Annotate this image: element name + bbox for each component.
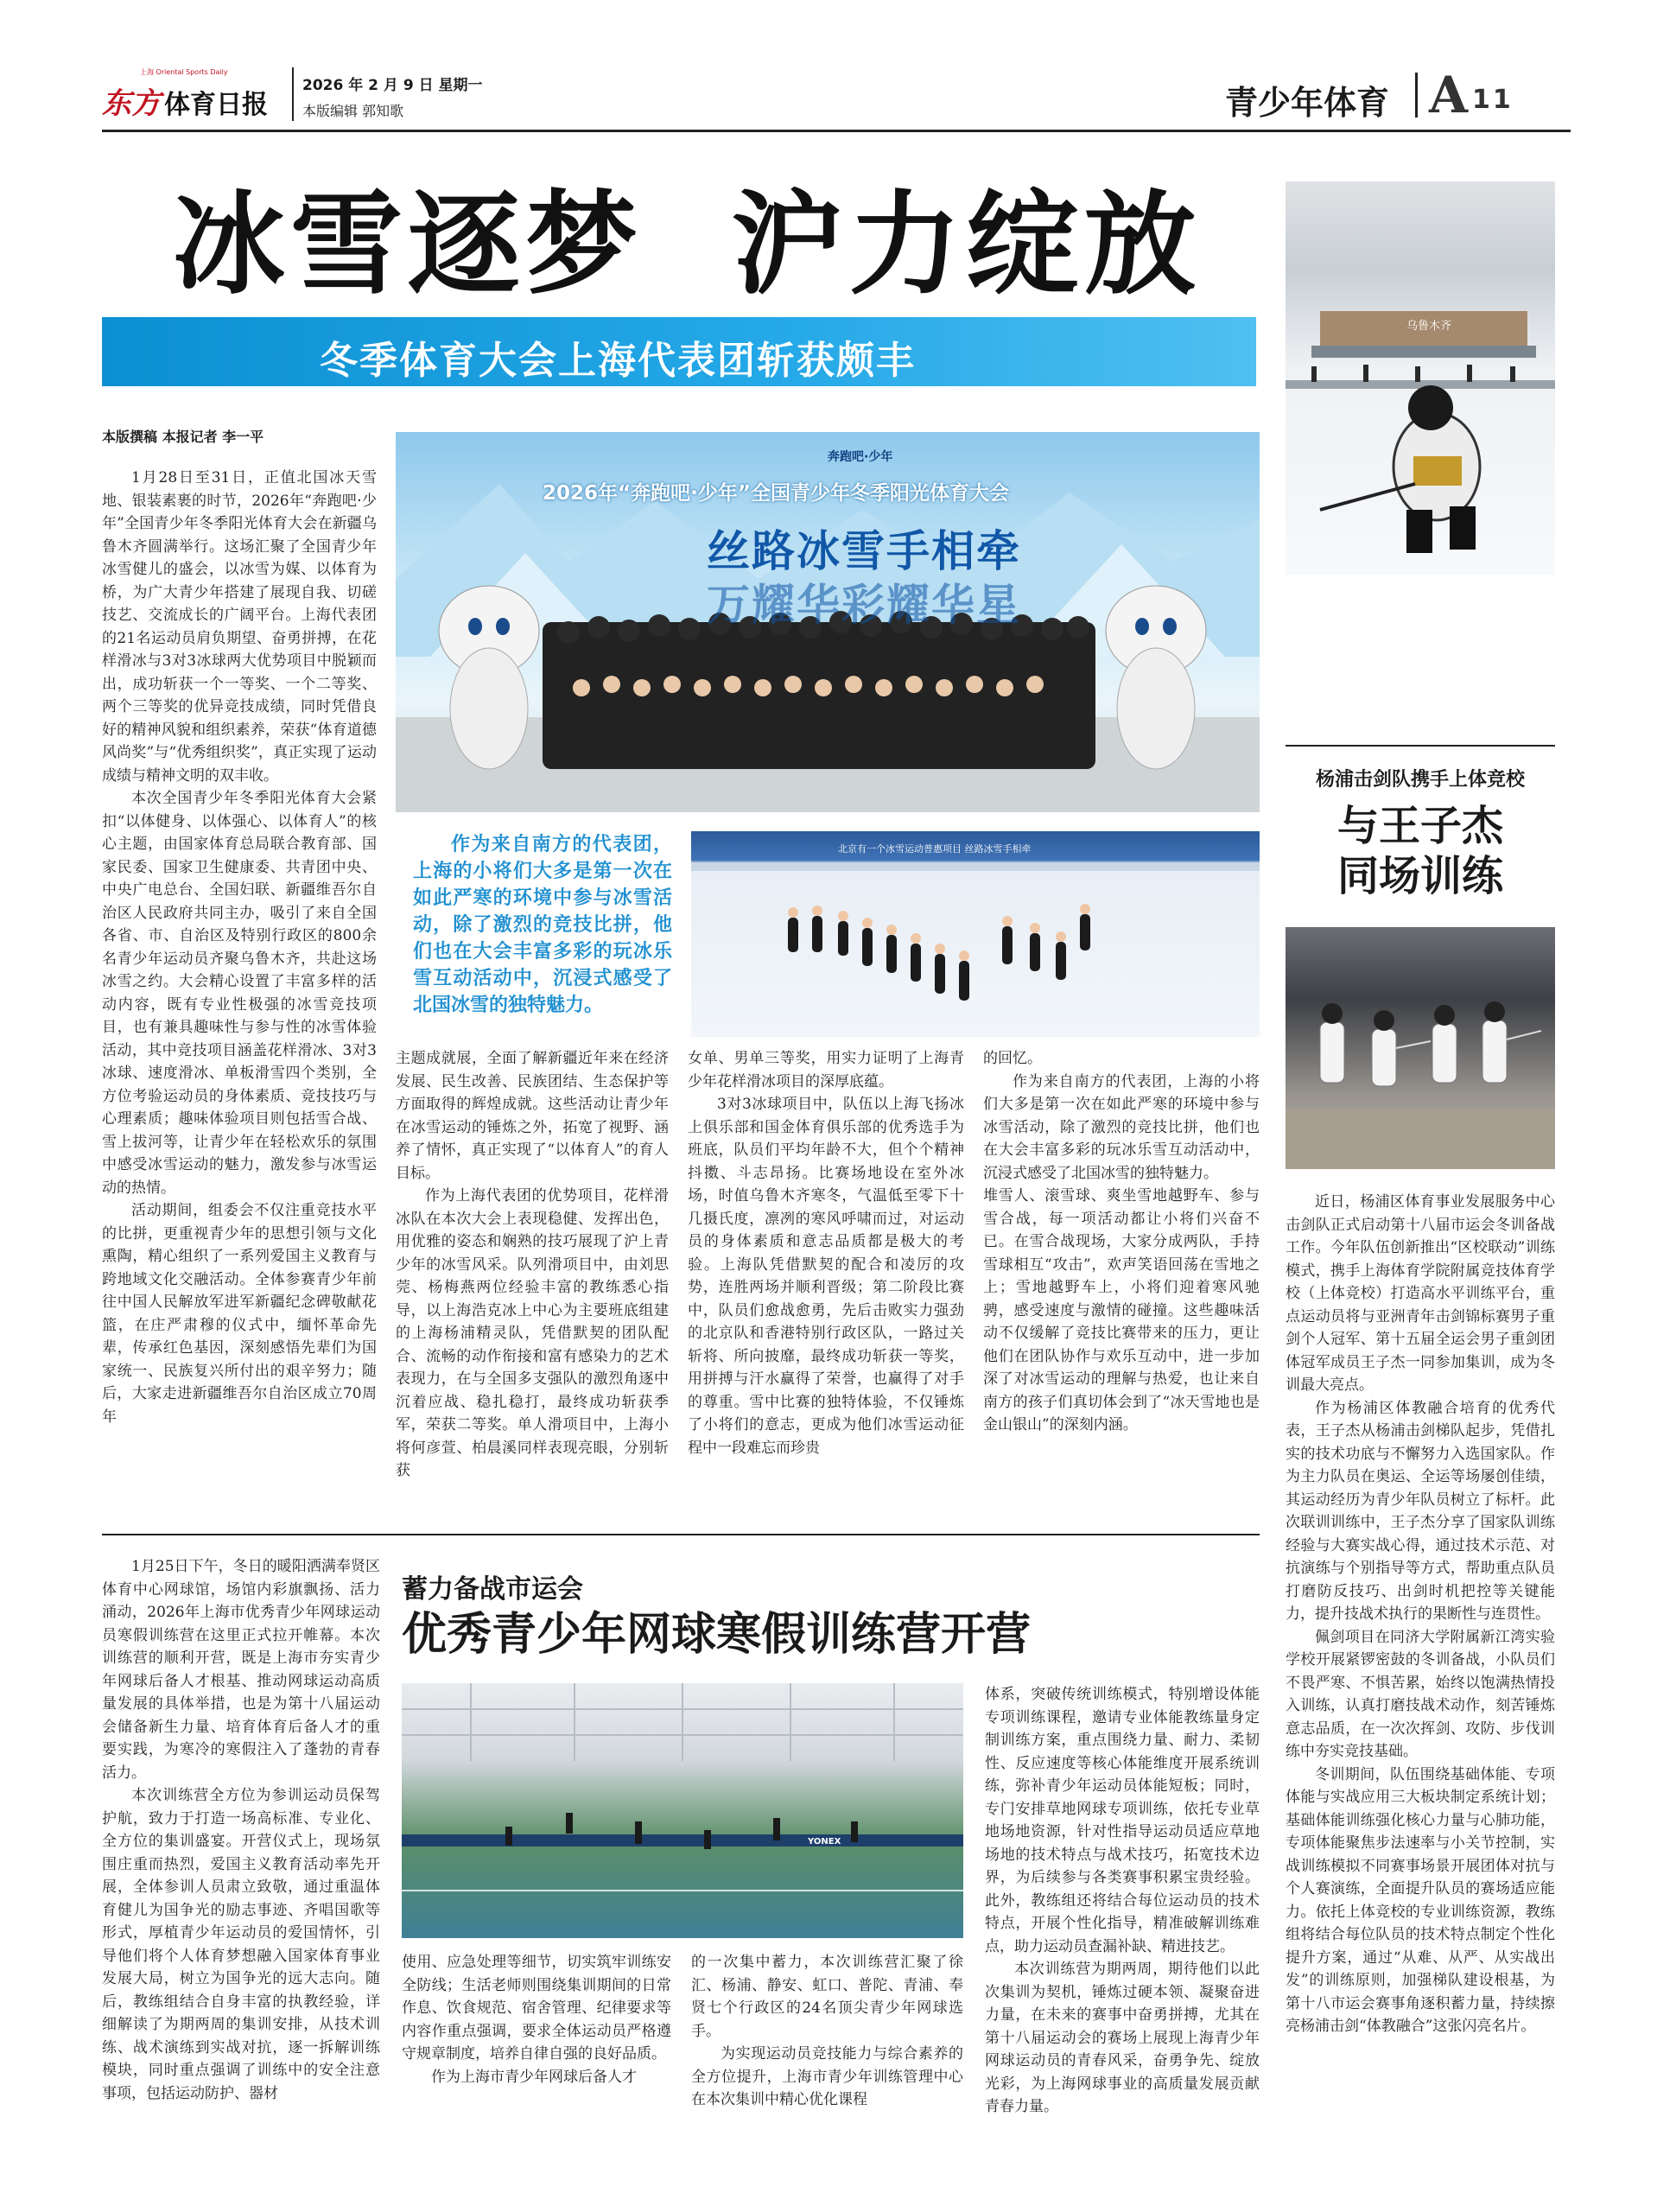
court-sponsor-sign: YONEX — [808, 1837, 841, 1847]
lead-column-3 — [688, 1047, 964, 1505]
tennis-paragraph: 本次训练营为期两周，期待他们以此次集训为契机，锤炼过硬本领、凝聚奋进力量，在未来的赛事中奋勇拼搏，尤其在第十八届运动会的赛场上展现上海青少年网球运动员的青春风采，奋勇争先、绽放光彩，为上海网球事业的高质量发展贡献青春力量。 — [985, 1961, 1260, 2115]
tennis-photo — [402, 1683, 963, 1938]
lead-headline: 冰雪逐梦 沪力绽放 — [173, 178, 1202, 310]
lead-paragraph: 本次全国青少年冬季阳光体育大会紧扣“以体健身、以体强心、以体育人”的核心主题，由国家体育总局联合教育部、国家民委、国家卫生健康委、共青团中央、中央广电总台、全国妇联、新疆维吾尔自治区人民政府共同主办，吸引了来自全国各省、市、自治区及特别行政区的800余名青少年运动员齐聚乌鲁木齐，共赴这场冰雪之约。大会精心设置了丰富多样的活动内容，既有专业性极强的冰雪竞技项目，也有兼具趣味性与参与性的冰雪体验活动，其中竞技项目涵盖花样滑冰、3对3冰球、速度滑冰、单板滑雪四个类别，全方位考验运动员的身体素质、竞技技巧与心理素质；趣味体验项目则包括雪合战、雪上拔河等，让青少年在轻松欢乐的氛围中感受冰雪运动的魅力，激发参与冰雪运动的热情。 — [102, 790, 377, 1197]
lead-column-2 — [396, 1047, 669, 1505]
fencing-headline-2: 同场训练 — [1336, 852, 1503, 900]
hockey-photo — [1286, 181, 1555, 575]
lead-subhead: 冬季体育大会上海代表团斩获颇丰 — [320, 339, 916, 383]
page-editor: 本版编辑 郭知歌 — [302, 103, 404, 119]
pull-quote: 作为来自南方的代表团，上海的小将们大多是第一次在如此严寒的环境中参与冰雪活动，除了激烈的竞技比拼，他们也在大会丰富多彩的玩冰乐雪互动活动中，沉浸式感受了北国冰雪的独特魅力。 — [413, 833, 672, 1016]
tennis-column-2 — [402, 1951, 671, 2124]
team-photo — [396, 432, 1260, 812]
lead-subhead-bar — [102, 317, 1256, 386]
tennis-paragraph: 为实现运动员竞技能力与综合素养的全方位提升，上海市青少年训练管理中心在本次集训中精心优化课程 — [691, 2045, 963, 2108]
issue-date: 2026 年 2 月 9 日 星期一 — [302, 77, 483, 94]
logo-small-text: 上海 Oriental Sports Daily — [140, 68, 228, 76]
rink-board-text: 北京有一个冰雪运动普惠项目 丝路冰雪手相牵 — [838, 843, 1032, 855]
lead-paragraph: 3对3冰球项目中，队伍以上海飞扬冰上俱乐部和国金体育俱乐部的优秀选手为班底，队员们平均年龄不大，但个个精神抖擞、斗志昂扬。比赛场地设在室外冰场，时值乌鲁木齐寒冬，气温低至零下十几摄氏度，凛冽的寒风呼啸而过，对运动员的身体素质和意志品质都是极大的考验。上海队凭借默契的配合和凌厉的攻势，连胜两场并顺利晋级；第二阶段比赛中，队员们愈战愈勇，先后击败实力强劲的北京队和香港特别行政区队，一路过关斩将、所向披靡，最终成功斩获一等奖，用拼搏与汗水赢得了荣誉，也赢得了对手的尊重。雪中比赛的独特体验，不仅锤炼了小将们的意志，更成为他们冰雪运动征程中一段难忘而珍贵 — [688, 1096, 964, 1457]
fencers-art — [1286, 927, 1555, 1169]
tennis-column-3 — [691, 1951, 963, 2124]
tennis-kicker: 蓄力备战市运会 — [402, 1574, 583, 1605]
lead-paragraph: 活动期间，组委会不仅注重竞技水平的比拼，更重视青少年的思想引领与文化熏陶，精心组织了一系列爱国主义教育与跨地域文化交融活动。全体参赛青少年前往中国人民解放军进军新疆纪念碑敬献花篮，在庄严肃穆的仪式中，缅怀革命先辈，传承红色基因，深刻感悟先辈们为国家统一、民族复兴所付出的艰辛努力；随后，大家走进新疆维吾尔自治区成立70周年 — [102, 1202, 377, 1426]
fencing-paragraph: 作为杨浦区体教融合培育的优秀代表，王子杰从杨浦击剑梯队起步，凭借扎实的技术功底与不懈努力入选国家队。作为主力队员在奥运、全运等场屡创佳绩，其运动经历为青少年队员树立了标杆。此次联训训练中，王子杰分享了国家队训练经验与大赛实战心得，通过技术示范、对抗演练与个别指导等方式，帮助重点队员打磨防反技巧、出剑时机把控等关键能力，提升技战术执行的果断性与连贯性。 — [1286, 1399, 1555, 1623]
logo-red: 东方 — [102, 86, 161, 121]
newspaper-logo — [102, 67, 283, 119]
lead-byline: 本版撰稿 本报记者 李一平 — [102, 429, 264, 445]
lead-paragraph: 1月28日至31日，正值北国冰天雪地、银装素裹的时节，2026年“奔跑吧·少年”全国青少年冬季阳光体育大会在新疆乌鲁木齐圆满举行。这场汇聚了全国青少年冰雪健儿的盛会，以冰雪为媒、以体育为桥，为广大青少年搭建了展现自我、切磋技艺、交流成长的广阔平台。上海代表团的21名运动员肩负期望、奋勇拼搏，在花样滑冰与3对3冰球两大优势项目中脱颖而出，成功斩获一个一等奖、一个二等奖、两个三等奖的优异竞技成绩，同时凭借良好的精神风貌和组织素养，荣获“体育道德风尚奖”与“优秀组织奖”，真正实现了运动成绩与精神文明的双丰收。 — [102, 469, 377, 785]
masthead — [102, 60, 1571, 135]
page-letter: A — [1429, 66, 1469, 124]
banner-slogan-1: 丝路冰雪手相牵 — [707, 526, 1021, 576]
fencing-headline-1: 与王子杰 — [1336, 802, 1503, 850]
tennis-paragraph: 1月25日下午，冬日的暖阳洒满奉贤区体育中心网球馆，场馆内彩旗飘扬、活力涌动，2026年上海市优秀青少年网球运动员寒假训练营在这里正式拉开帷幕。本次训练营的顺利开营，既是上海市夯实青少年网球后备人才根基、推动网球运动高质量发展的具体举措，也是为第十八届运动会储备新生力量、培育体育后备人才的重要实践，为寒冷的寒假注入了蓬勃的青春活力。 — [102, 1558, 380, 1782]
section-divider — [102, 1534, 1260, 1535]
tennis-column-1 — [102, 1555, 380, 2126]
lead-column-4 — [983, 1047, 1260, 1505]
lead-paragraph: 作为上海代表团的优势项目，花样滑冰队在本次大会上表现稳健、发挥出色，用优雅的姿态和娴熟的技巧展现了沪上青少年的冰雪风采。队列滑项目中，由刘思莞、杨梅燕两位经验丰富的教练悉心指导，以上海浩克冰上中心为主要班底组建的上海杨浦精灵队，凭借默契的团队配合、流畅的动作衔接和富有感染力的艺术表现力，在与全国多支强队的激烈角逐中沉着应战、稳扎稳打，最终成功斩获季军，荣获二等奖。单人滑项目中，上海小将何彦萱、柏晨溪同样表现亮眼，分别斩获 — [396, 1187, 669, 1479]
hockey-venue-banner: 乌鲁木齐 — [1406, 320, 1452, 333]
tennis-paragraph: 作为上海市青少年网球后备人才 — [431, 2068, 637, 2086]
fencing-kicker: 杨浦击剑队携手上体竞校 — [1315, 769, 1525, 791]
lead-column-1 — [102, 467, 377, 1499]
section-title: 青少年体育 — [1225, 84, 1390, 122]
banner-brand: 奔跑吧·少年 — [828, 450, 893, 464]
tennis-paragraph: 本次训练营全方位为参训运动员保驾护航，致力于打造一场高标准、专业化、全方位的集训盛宴。开营仪式上，现场氛围庄重而热烈，爱国主义教育活动率先开展，全体参训人员肃立致敬，通过重温体育健儿为国争光的励志事迹、齐唱国歌等形式，厚植青少年运动员的爱国情怀，引导他们将个人体育梦想融入国家体育事业发展大局，树立为国争光的远大志向。随后，教练组结合自身丰富的执教经验，详细解读了为期两周的集训安排，从技术训练、战术演练到实战对抗，逐一拆解训练模块，同时重点强调了训练中的安全注意事项，包括运动防护、器材 — [102, 1787, 380, 2102]
fencing-body — [1286, 1191, 1555, 2124]
lead-paragraph: 堆雪人、滚雪球、爽坐雪地越野车、参与雪合战，每一项活动都让小将们兴奋不已。在雪合战现场，大家分成两队，手持雪球相互“攻击”，欢声笑语回荡在雪地之上；雪地越野车上，小将们迎着寒风驰骋，感受速度与激情的碰撞。这些趣味活动不仅缓解了竞技比赛带来的压力，更让他们在团队协作与欢乐互动中，进一步加深了对冰雪运动的理解与热爱，也让来自南方的孩子们真切体会到了“冰天雪地也是金山银山”的深刻内涵。 — [983, 1187, 1260, 1433]
tennis-column-4 — [985, 1683, 1260, 2124]
fencing-paragraph: 近日，杨浦区体育事业发展服务中心击剑队正式启动第十八届市运会冬训备战工作。今年队伍创新推出“区校联动”训练模式，携手上海体育学院附属竞技体育学校（上体竞校）打造高水平训练平台，重点运动员将与亚洲青年击剑锦标赛男子重剑个人冠军、第十五届全运会男子重剑团体冠军成员王子杰一同参加集训，成为冬训最大亮点。 — [1286, 1193, 1555, 1394]
banner-slogan-2: 万耀华彩耀华星 — [707, 580, 1021, 630]
lead-paragraph: 作为来自南方的代表团，上海的小将们大多是第一次在如此严寒的环境中参与冰雪活动，除了激烈的竞技比拼，他们也在大会丰富多彩的玩冰乐雪互动活动中，沉浸式感受了北国冰雪的独特魅力。 — [983, 1072, 1260, 1182]
banner-event-title: 2026年“奔跑吧·少年”全国青少年冬季阳光体育大会 — [543, 482, 1009, 505]
lead-paragraph: 女单、男单三等奖，用实力证明了上海青少年花样滑冰项目的深厚底蕴。 — [688, 1050, 964, 1090]
hockey-player-art — [1286, 181, 1555, 575]
tennis-court-art — [402, 1683, 963, 1938]
tennis-paragraph: 体系，突破传统训练模式，特别增设体能专项训练课程，邀请专业体能教练量身定制训练方案，重点围绕力量、耐力、柔韧性、反应速度等核心体能维度开展系统训练，弥补青少年运动员体能短板；同时，专门安排草地网球专项训练，依托专业草地场地资源，针对性指导运动员适应草地场地的技术特点与战术技巧，拓宽技术边界，为后续参与各类赛事积累宝贵经验。此外，教练组还将结合每位运动员的技术特点，开展个性化指导，精准破解训练难点，助力运动员查漏补缺、精进技艺。 — [985, 1686, 1260, 1955]
rink-photo — [691, 831, 1260, 1037]
page-number: 11 — [1472, 85, 1514, 115]
lead-paragraph: 主题成就展，全面了解新疆近年来在经济发展、民生改善、民族团结、生态保护等方面取得的辉煌成就。这些活动让青少年在冰雪运动的锤炼之外，拓宽了视野、涵养了情怀，真正实现了“以体育人”的育人目标。 — [396, 1050, 669, 1182]
fencing-paragraph: 冬训期间，队伍围绕基础体能、专项体能与实战应用三大板块制定系统计划；基础体能训练强化核心力量与心肺功能，专项体能聚焦步法速率与小关节控制，实战训练模拟不同赛事场景开展团体对抗与个人赛演练，全面提升队员的赛场适应能力。依托上体竞校的专业训练资源，教练组将结合每位队员的技术特点制定个性化提升方案，通过“从难、从严、从实战出发”的训练原则，加强梯队建设根基，为第十八市运会赛事角逐积蓄力量，持续擦亮杨浦击剑“体教融合”这张闪亮名片。 — [1286, 1765, 1555, 2035]
tennis-paragraph: 使用、应急处理等细节，切实筑牢训练安全防线；生活老师则围绕集训期间的日常作息、饮食规范、宿舍管理、纪律要求等内容作重点强调，要求全体运动员严格遵守规章制度，培养自律自强的良好品质。 — [402, 1954, 671, 2063]
fencing-paragraph: 佩剑项目在同济大学附属新江湾实验学校开展紧锣密鼓的冬训备战，小队员们不畏严寒、不惧苦累，始终以饱满热情投入训练，认真打磨技战术动作，刻苦锤炼意志品质，在一次次挥剑、攻防、步伐训练中夯实竞技基础。 — [1286, 1628, 1555, 1760]
fencing-photo — [1286, 927, 1555, 1169]
logo-black: 体育日报 — [164, 90, 268, 120]
lead-paragraph: 的回忆。 — [983, 1050, 1042, 1067]
tennis-paragraph: 的一次集中蓄力，本次训练营汇聚了徐汇、杨浦、静安、虹口、普陀、青浦、奉贤七个行政区的24名顶尖青少年网球选手。 — [691, 1954, 963, 2040]
tennis-headline: 优秀青少年网球寒假训练营开营 — [402, 1608, 1032, 1661]
skaters-art — [691, 831, 1260, 1037]
